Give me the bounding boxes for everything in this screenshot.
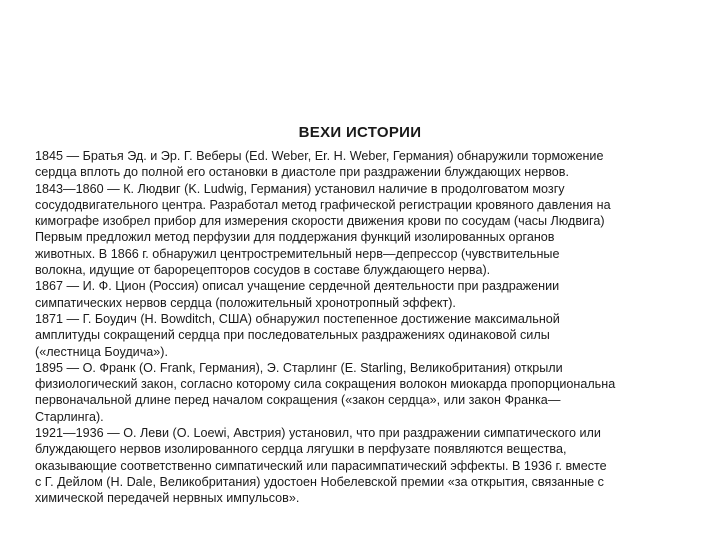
history-text-line: химической передачей нервных импульсов». <box>35 491 300 506</box>
slide-title <box>0 124 720 141</box>
history-text-line: 1843—1860 — К. Людвиг (K. Ludwig, Германия) установил наличие в продолговатом мозгу <box>35 181 565 196</box>
history-text-line: физиологический закон, согласно которому сила сокращения волокон миокарда пропорциональна <box>35 377 616 392</box>
history-text-line: симпатических нервов сердца (положительный хронотропный эффект). <box>35 295 456 310</box>
history-text-line: сердца вплоть до полной его остановки в диастоле при раздражении блуждающих нервов. <box>35 165 569 180</box>
slide-title-text: ВЕХИ ИСТОРИИ <box>298 124 422 141</box>
history-text-line: кимографе изобрел прибор для измерения скорости движения крови по сосудам (часы Людвига) <box>35 214 605 229</box>
history-text-line: 1867 — И. Ф. Цион (Россия) описал учащение сердечной деятельности при раздражении <box>35 279 560 294</box>
history-text-line: 1845 — Братья Эд. и Эр. Г. Веберы (Ed. Weber, Er. H. Weber, Германия) обнаружили торможение <box>35 149 604 163</box>
history-text-line: волокна, идущие от барорецепторов сосудов в составе блуждающего нерва). <box>35 263 491 278</box>
history-text-line: амплитуды сокращений сердца при последовательных раздражениях одинаковой силы <box>35 328 550 343</box>
history-text-line: животных. В 1866 г. обнаружил центростремительный нерв—депрессор (чувствительные <box>35 246 560 261</box>
history-text-line: сосудодвигательного центра. Разработал метод графической регистрации кровяного давления на <box>35 197 611 212</box>
history-text-line: блуждающего нервов изолированного сердца лягушки в перфузате появляются вещества, <box>35 442 567 457</box>
history-text-line: 1895 — О. Франк (O. Frank, Германия), Э. Старлинг (E. Starling, Великобритания) открыли <box>35 360 563 375</box>
history-text-line: 1871 — Г. Боудич (H. Bowditch, США) обнаружил постепенное достижение максимальной <box>35 311 560 326</box>
history-text-line: 1921—1936 — О. Леви (O. Loewi, Австрия) установил, что при раздражении симпатического или <box>35 426 601 441</box>
history-text-line: оказывающие соответственно симпатический или парасимпатический эффекты. В 1936 г. вместе <box>35 458 607 473</box>
history-text-line: первоначальной длине перед началом сокращения («закон сердца», или закон Франка— <box>35 393 561 408</box>
history-text-block <box>35 148 685 507</box>
history-text-line: с Г. Дейлом (H. Dale, Великобритания) удостоен Нобелевской премии «за открытия, связанные с <box>35 474 604 489</box>
history-text-line: Старлинга). <box>35 409 104 424</box>
history-text-line: («лестница Боудича»). <box>35 344 168 359</box>
history-text-line: Первым предложил метод перфузии для поддержания функций изолированных органов <box>35 230 555 245</box>
